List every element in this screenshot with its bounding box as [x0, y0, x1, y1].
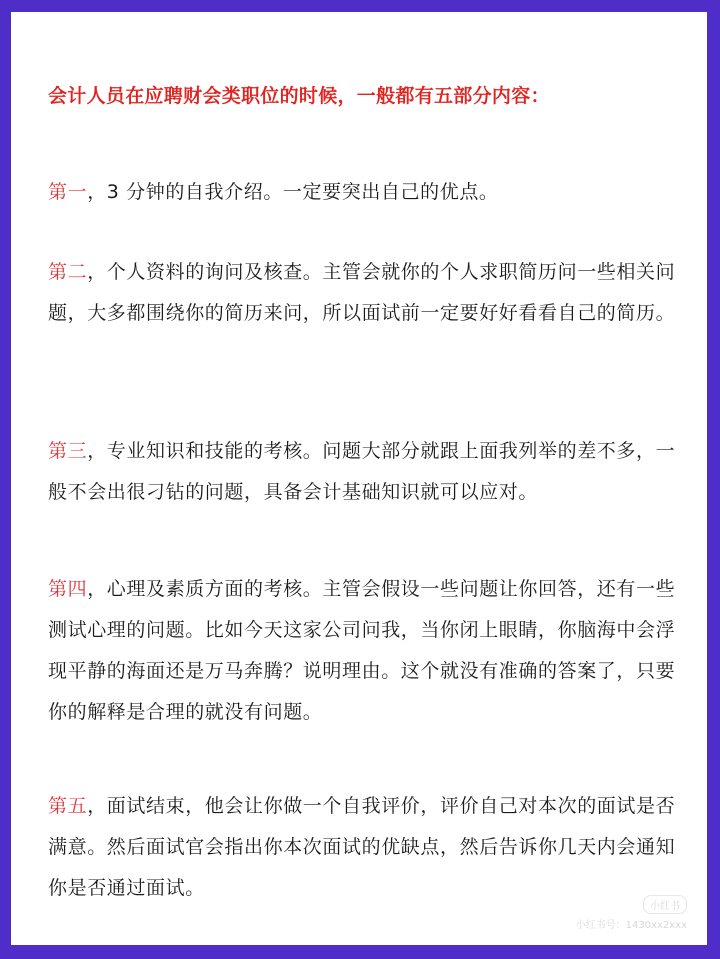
section-text: ，心理及素质方面的考核。主管会假设一些问题让你回答，还有一些测试心理的问题。比如今天这家公司问我，当你闭上眼睛，你脑海中会浮现平静的海面还是万马奔腾？说明理由。这个就没有准确的答案了，只要你的解释是合理的就没有问题。 — [48, 578, 676, 723]
section-label: 第四 — [48, 578, 88, 600]
watermark-text: 小红书号：1430xx2xxx — [575, 920, 687, 931]
section-5 — [48, 786, 688, 909]
section-1 — [48, 172, 688, 213]
section-label: 第三 — [48, 440, 88, 462]
section-label: 第五 — [48, 795, 88, 817]
section-text: ，个人资料的询问及核查。主管会就你的个人求职简历问一些相关问题，大多都围绕你的简历来问，所以面试前一定要好好看看自己的简历。 — [48, 261, 676, 324]
section-text: ，面试结束，他会让你做一个自我评价，评价自己对本次的面试是否满意。然后面试官会指出你本次面试的优缺点，然后告诉你几天内会通知你是否通过面试。 — [48, 795, 676, 899]
section-text: ，3 分钟的自我介绍。一定要突出自己的优点。 — [87, 181, 499, 203]
content-card — [11, 12, 707, 945]
intro-heading: 会计人员在应聘财会类职位的时候，一般都有五部分内容： — [48, 85, 550, 107]
section-label: 第二 — [48, 261, 88, 283]
section-text: ，专业知识和技能的考核。问题大部分就跟上面我列举的差不多，一般不会出很刁钻的问题，具备会计基础知识就可以应对。 — [48, 440, 676, 503]
watermark — [576, 895, 687, 931]
watermark-badge: 小红书 — [643, 895, 687, 914]
section-2 — [48, 252, 688, 334]
section-3 — [48, 431, 688, 513]
section-4 — [48, 569, 688, 733]
section-label: 第一 — [48, 181, 88, 203]
